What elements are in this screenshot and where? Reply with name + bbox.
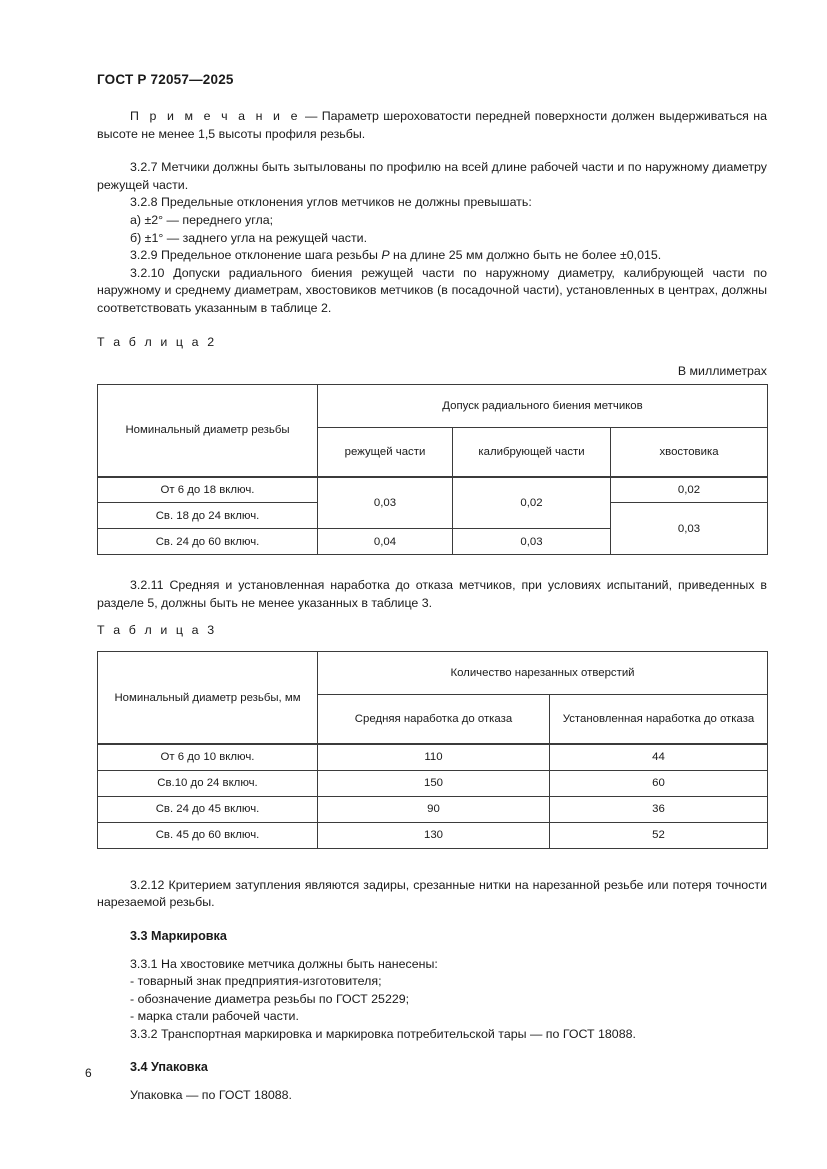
section-heading-3-3: 3.3 Маркировка (130, 928, 227, 943)
spacer (97, 849, 767, 877)
table-row (98, 477, 768, 503)
paragraph-note (97, 108, 767, 143)
spacer (97, 1077, 767, 1087)
table-2-cell-shank: 0,03 (611, 503, 768, 555)
table-2-cell-shank: 0,02 (611, 477, 768, 503)
list-item-marking-1: - товарный знак предприятия-изготовителя; (130, 974, 382, 989)
spacer (97, 912, 767, 928)
paragraph-3-2-10: 3.2.10 Допуски радиального биения режущей части по наружному диаметру, калибрующей части по наружному и среднему диаметрам, хвостовиков метчиков (в посадочной части), установленных в центрах, должны соответствовать указанным в таблице 2. (97, 265, 767, 315)
spacer (97, 351, 767, 363)
table-2-header-group: Допуск радиального биения метчиков (318, 384, 768, 427)
table-2-header-shank: хвостовика (611, 427, 768, 477)
table-2-header-calibrating: калибрующей части (453, 427, 611, 477)
spacer (97, 639, 767, 651)
spacer (97, 612, 767, 622)
spacer (97, 946, 767, 956)
table-2-cell-cutting: 0,04 (318, 529, 453, 555)
spacer (97, 143, 767, 159)
table-3 (97, 651, 768, 849)
table-3-cell-mean: 110 (318, 744, 550, 770)
list-item-marking-3: - марка стали рабочей части. (130, 1009, 299, 1024)
note-label: П р и м е ч а н и е (130, 109, 301, 123)
table-3-cell-assigned: 52 (550, 822, 768, 848)
table-2-cell-calibrating: 0,03 (453, 529, 611, 555)
table-row (98, 770, 768, 796)
page-number: 6 (85, 1066, 92, 1080)
table-3-cell-mean: 90 (318, 796, 550, 822)
note-text: — Параметр шероховатости передней поверхности должен выдерживаться на высоте не менее 1,5 высоты профиля резьбы. (97, 109, 768, 141)
table-3-header-assigned: Установленная наработка до отказа (550, 695, 768, 745)
table-2-cell-calibrating: 0,02 (453, 477, 611, 529)
paragraph-3-2-9 (97, 247, 767, 265)
paragraph-3-2-12: 3.2.12 Критерием затупления являются задиры, срезанные нитки на нарезанной резьбе или потеря точности нарезаемой резьбы. (97, 877, 767, 910)
table-3-header-row-1 (98, 652, 768, 695)
table-row (98, 822, 768, 848)
paragraph-3-2-9-post: на длине 25 мм должно быть не более ±0,015. (389, 248, 662, 263)
table-2-cell-diameter: Св. 18 до 24 включ. (98, 503, 318, 529)
list-item-marking-2: - обозначение диаметра резьбы по ГОСТ 25229; (130, 991, 410, 1006)
table-row (98, 796, 768, 822)
table-3-cell-diameter: От 6 до 10 включ. (98, 744, 318, 770)
paragraph-3-3-1: 3.3.1 На хвостовике метчика должны быть нанесены: (130, 956, 438, 971)
spacer (97, 1043, 767, 1059)
table-2-units: В миллиметрах (677, 363, 767, 378)
table-3-header-group: Количество нарезанных отверстий (318, 652, 768, 695)
paragraph-3-2-8: 3.2.8 Предельные отклонения углов метчиков не должны превышать: (130, 195, 532, 210)
table-2-caption: Т а б л и ц а 2 (97, 334, 217, 349)
paragraph-3-2-9-pre: 3.2.9 Предельное отклонение шага резьбы (130, 248, 382, 263)
page-body (97, 108, 767, 1105)
table-3-cell-mean: 130 (318, 822, 550, 848)
list-item-3-2-8-a: а) ±2° — переднего угла; (130, 212, 274, 227)
paragraph-3-4-1: Упаковка — по ГОСТ 18088. (130, 1088, 292, 1103)
spacer (97, 555, 767, 577)
paragraph-3-3-2: 3.3.2 Транспортная маркировка и маркировка потребительской тары — по ГОСТ 18088. (130, 1026, 636, 1041)
section-heading-3-4: 3.4 Упаковка (130, 1060, 208, 1075)
table-2-header-cutting: режущей части (318, 427, 453, 477)
table-3-cell-diameter: Св. 45 до 60 включ. (98, 822, 318, 848)
table-3-header-mean: Средняя наработка до отказа (318, 695, 550, 745)
spacer (97, 318, 767, 334)
table-2-cell-diameter: Св. 24 до 60 включ. (98, 529, 318, 555)
table-row (98, 744, 768, 770)
list-item-3-2-8-b: б) ±1° — заднего угла на режущей части. (130, 230, 368, 245)
table-2-header-row-1 (98, 384, 768, 427)
table-3-cell-assigned: 60 (550, 770, 768, 796)
table-3-cell-diameter: Св. 24 до 45 включ. (98, 796, 318, 822)
table-3-cell-assigned: 36 (550, 796, 768, 822)
table-3-caption: Т а б л и ц а 3 (97, 623, 217, 638)
table-2-cell-cutting: 0,03 (318, 477, 453, 529)
table-3-header-diameter: Номинальный диаметр резьбы, мм (98, 652, 318, 745)
running-header: ГОСТ Р 72057—2025 (97, 72, 234, 87)
paragraph-3-2-11: 3.2.11 Средняя и установленная наработка до отказа метчиков, при условиях испытаний, приведенных в разделе 5, должны быть не менее указанных в таблице 3. (97, 578, 767, 610)
table-2-header-diameter: Номинальный диаметр резьбы (98, 384, 318, 477)
table-3-cell-mean: 150 (318, 770, 550, 796)
table-3-cell-diameter: Св.10 до 24 включ. (98, 770, 318, 796)
pitch-variable: P (381, 248, 390, 263)
table-2 (97, 384, 768, 556)
table-3-cell-assigned: 44 (550, 744, 768, 770)
table-2-cell-diameter: От 6 до 18 включ. (98, 477, 318, 503)
paragraph-3-2-7: 3.2.7 Метчики должны быть зытылованы по профилю на всей длине рабочей части и по наружному диаметру режущей части. (97, 160, 767, 192)
